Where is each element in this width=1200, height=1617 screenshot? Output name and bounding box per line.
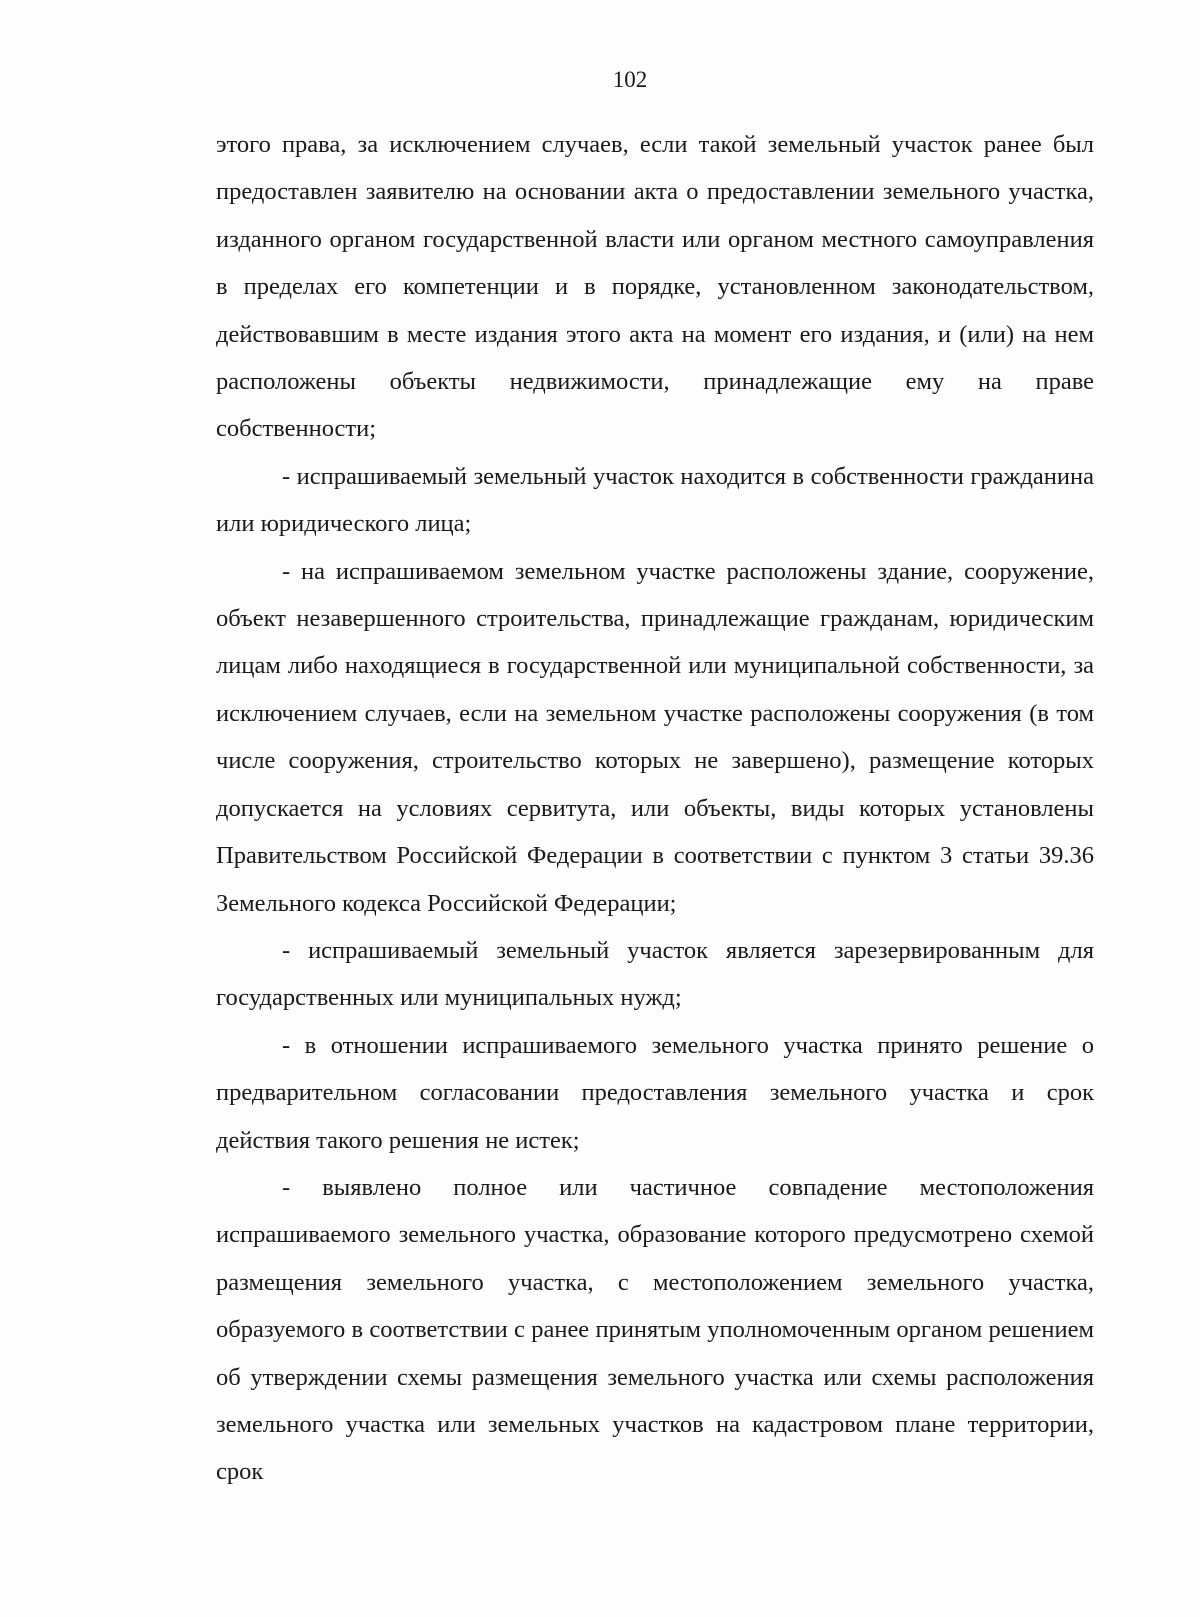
page-number: 102 (612, 67, 648, 92)
paragraph-1: этого права, за исключением случаев, если такой земельный участок ранее был предоставлен заявителю на основании акта о предоставлении земельного участка, изданного органом государственной власти или органом местного самоуправления в пределах его компетенции и в порядке, установленном законодательством, действовавшим в месте издания этого акта на момент его издания, и (или) на нем расположены объекты недвижимости, принадлежащие ему на праве собственности; (216, 131, 1094, 443)
document-body (216, 121, 1094, 1496)
paragraph-2: - испрашиваемый земельный участок находится в собственности гражданина или юридического лица; (216, 462, 1094, 538)
paragraph-3: - на испрашиваемом земельном участке расположены здание, сооружение, объект незавершенного строительства, принадлежащие гражданам, юридическим лицам либо находящиеся в государственной или муниципальной собственности, за исключением случаев, если на земельном участке расположены сооружения (в том числе сооружения, строительство которых не завершено), размещение которых допускается на условиях сервитута, или объекты, виды которых установлены Правительством Российской Федерации в соответствии с пунктом 3 статьи 39.36 Земельного кодекса Российской Федерации; (216, 557, 1094, 917)
paragraph-4: - испрашиваемый земельный участок является зарезервированным для государственных или муниципальных нужд; (216, 936, 1094, 1012)
paragraph-5: - в отношении испрашиваемого земельного участка принято решение о предварительном согласовании предоставления земельного участка и срок действия такого решения не истек; (216, 1031, 1094, 1154)
paragraph-6: - выявлено полное или частичное совпадение местоположения испрашиваемого земельного участка, образование которого предусмотрено схемой размещения земельного участка, с местоположением земельного участка, образуемого в соответствии с ранее принятым уполномоченным органом решением об утверждении схемы размещения земельного участка или схемы расположения земельного участка или земельных участков на кадастровом плане территории, срок (216, 1173, 1094, 1486)
